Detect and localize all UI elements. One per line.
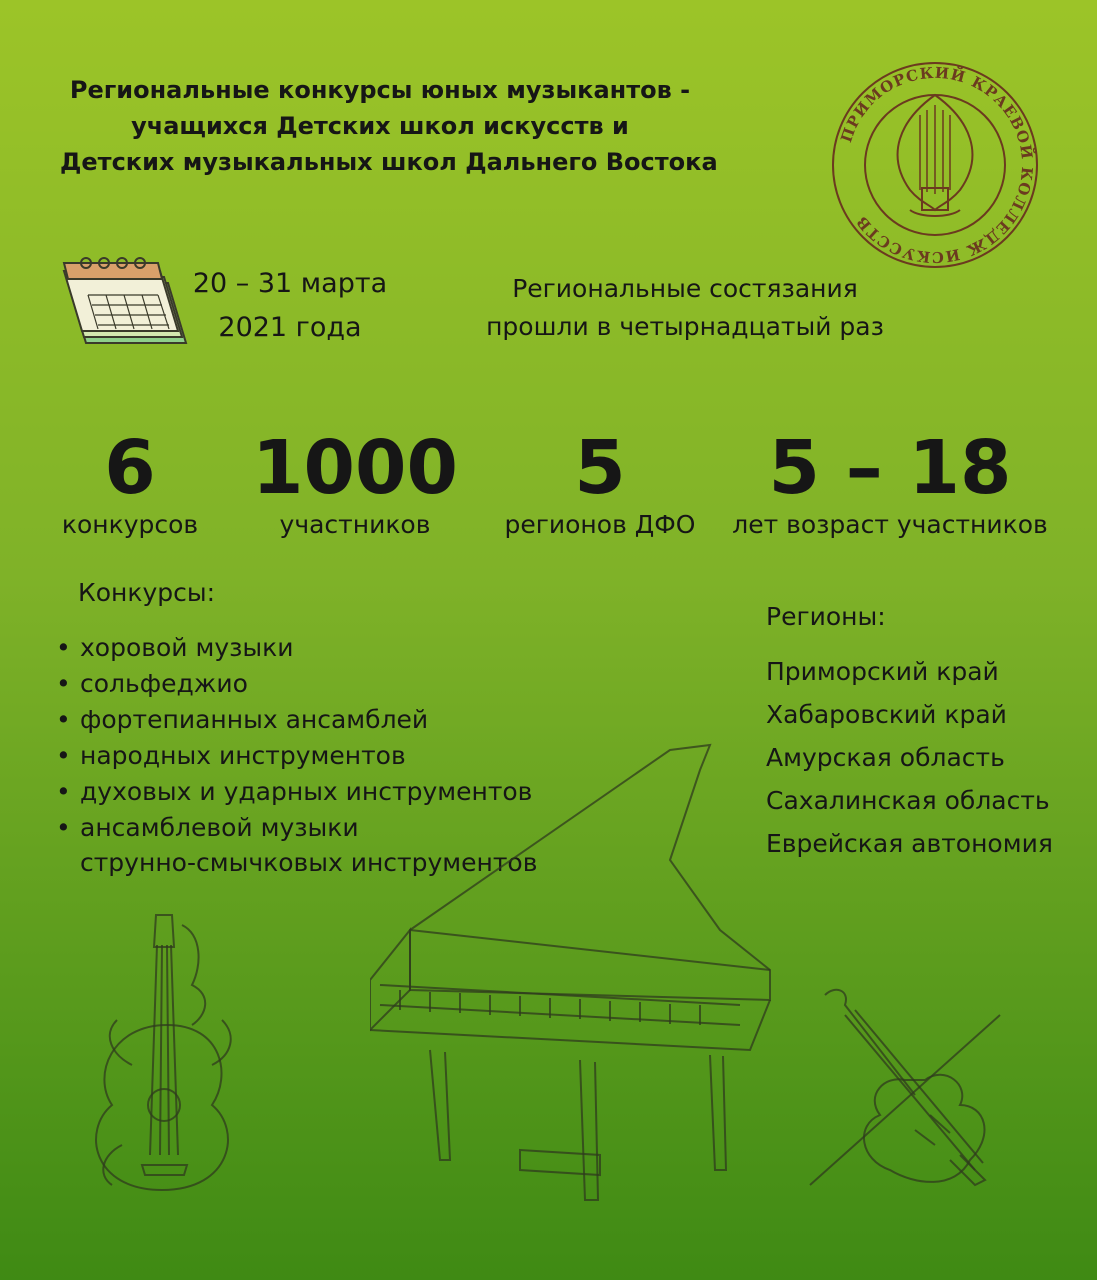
list-item: • народных инструментов <box>56 738 532 774</box>
event-note <box>470 270 900 346</box>
regions-title: Регионы: <box>766 602 886 631</box>
title-line-2: учащихся Детских школ искусств и <box>131 112 629 140</box>
stat-number: 5 – 18 <box>768 425 1012 511</box>
region-item: Амурская область <box>766 743 1005 772</box>
stat-competitions <box>40 425 220 542</box>
stat-label: участников <box>279 510 431 539</box>
page-title <box>60 72 718 180</box>
calendar-icon <box>58 255 193 360</box>
regions-list <box>766 650 1053 865</box>
stat-label: регионов ДФО <box>504 510 696 539</box>
stat-number: 6 <box>104 425 156 511</box>
note-line-2: прошли в четырнадцатый раз <box>486 312 884 341</box>
list-item-continuation: струнно-смычковых инструментов <box>80 848 538 877</box>
competitions-title: Конкурсы: <box>78 578 216 607</box>
list-item: • духовых и ударных инструментов <box>56 774 532 810</box>
stat-number: 1000 <box>252 425 458 511</box>
date-range: 20 – 31 марта <box>192 268 388 299</box>
guitar-icon <box>72 905 252 1195</box>
stat-participants <box>250 425 460 542</box>
stat-regions <box>500 425 700 542</box>
event-dates <box>180 262 400 350</box>
region-item: Еврейская автономия <box>766 829 1053 858</box>
piano-icon <box>370 730 790 1210</box>
college-logo <box>830 60 1040 270</box>
region-item: Сахалинская область <box>766 786 1050 815</box>
violin-icon <box>805 985 1005 1200</box>
list-item: • сольфеджио <box>56 666 532 702</box>
logo-text: ПРИМОРСКИЙ КРАЕВОЙ КОЛЛЕДЖ ИСКУССТВ <box>837 63 1037 267</box>
region-item: Приморский край <box>766 657 999 686</box>
stat-label: лет возраст участников <box>732 510 1048 539</box>
list-item: • хоровой музыки <box>56 630 532 666</box>
stat-label: конкурсов <box>61 510 199 539</box>
title-line-3: Детских музыкальных школ Дальнего Востока <box>60 148 718 176</box>
stat-number: 5 <box>574 425 626 511</box>
region-item: Хабаровский край <box>766 700 1007 729</box>
list-item: • фортепианных ансамблей <box>56 702 532 738</box>
date-year: 2021 года <box>218 312 362 343</box>
list-item: • ансамблевой музыки <box>56 810 532 846</box>
title-line-1: Региональные конкурсы юных музыкантов - <box>69 76 691 104</box>
stat-age <box>730 425 1050 542</box>
note-line-1: Региональные состязания <box>512 274 858 303</box>
